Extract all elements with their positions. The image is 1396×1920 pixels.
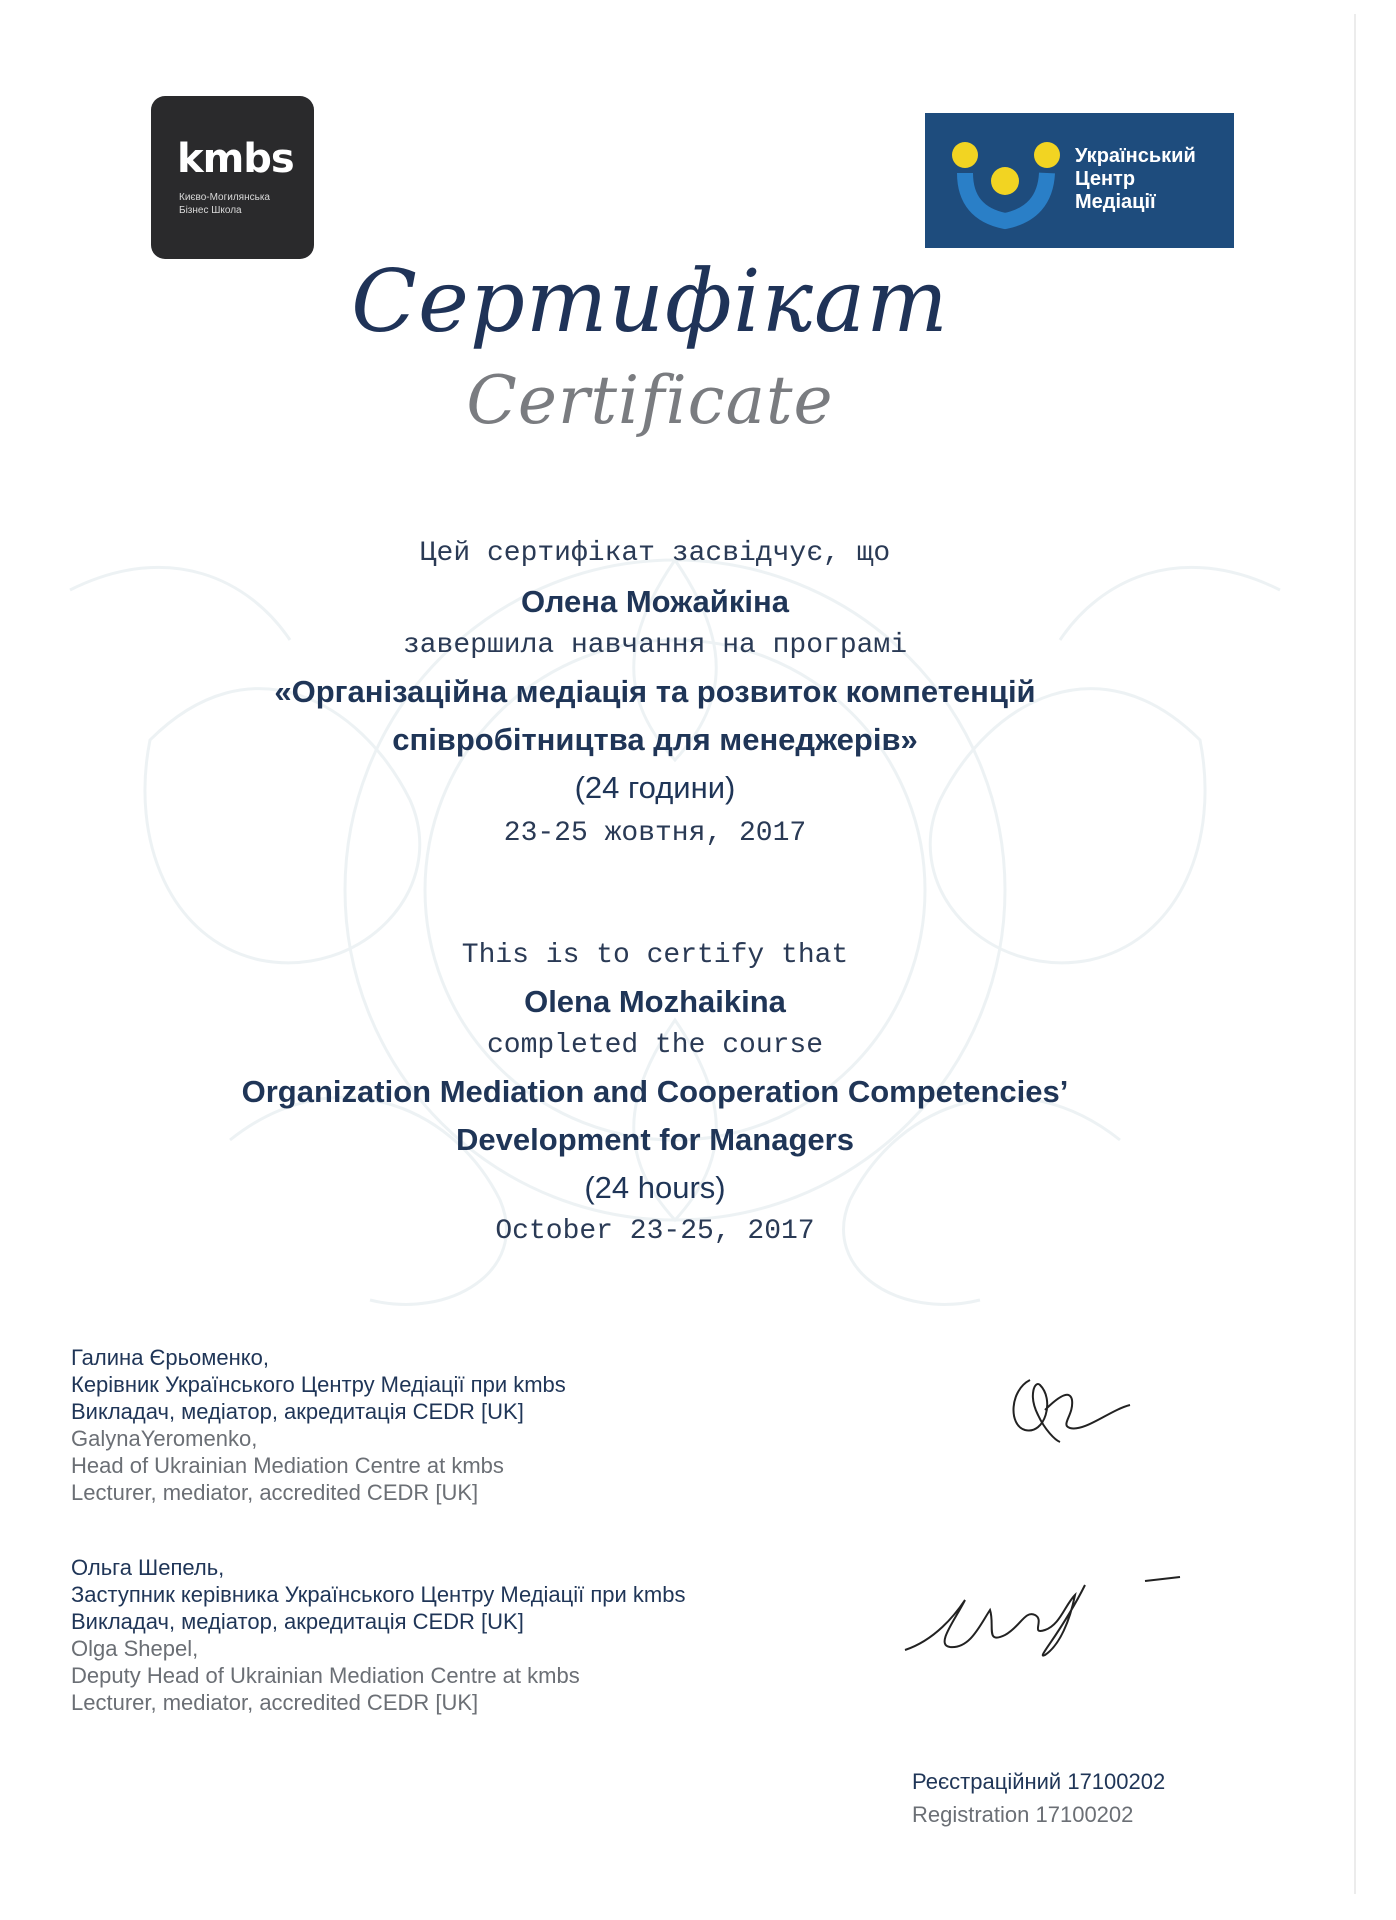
signatory-2-en-role-2: Lecturer, mediator, accredited CEDR [UK] [71,1690,479,1715]
kmbs-logo-word: kmbs [177,136,294,182]
ua-hours: (24 години) [574,770,736,805]
signature-2 [895,1565,1195,1665]
signatory-1-ua-name: Галина Єрьоменко, [71,1345,270,1370]
signature-1 [1000,1370,1140,1450]
en-program-line-2: Development for Managers [456,1122,854,1157]
signatory-2-ua-name: Ольга Шепель, [71,1555,225,1580]
signatory-1-en-role-1: Head of Ukrainian Mediation Centre at kmbs [71,1453,504,1478]
ua-completed-text: завершила навчання на програмі [402,630,908,661]
signatory-1-ua-role-2: Викладач, медіатор, акредитація CEDR [UK] [71,1399,524,1424]
kmbs-logo-subtitle: Києво-Могилянська Бізнес Школа [179,192,270,216]
signatory-2-en-role-1: Deputy Head of Ukrainian Mediation Centre at kmbs [71,1663,580,1688]
signatory-2-ua-role-1: Заступник керівника Українського Центру Медіації при kmbs [71,1582,686,1607]
en-recipient-name: Olena Mozhaikina [524,984,786,1019]
signatory-1-en-name: GalynaYeromenko, [71,1426,258,1451]
registration-ua: Реєстраційний 17100202 [912,1769,1166,1794]
en-date: October 23-25, 2017 [495,1216,815,1247]
signatory-1-ua-role-1: Керівник Українського Центру Медіації при kmbs [71,1372,566,1397]
ucm-logo [925,113,1234,248]
scan-edge-line [1354,14,1356,1894]
en-hours: (24 hours) [584,1170,726,1205]
en-intro: This is to certify that [461,940,849,971]
signatory-1-en-role-2: Lecturer, mediator, accredited CEDR [UK] [71,1480,479,1505]
en-completed-text: completed the course [486,1030,824,1061]
ua-intro: Цей сертифікат засвідчує, що [419,538,891,569]
ua-date: 23-25 жовтня, 2017 [503,818,807,849]
title-english: Certificate [466,362,834,439]
en-program-line-1: Organization Mediation and Cooperation Competencies’ [241,1074,1069,1109]
ua-recipient-name: Олена Можайкіна [521,584,789,619]
signatory-2 [71,1554,686,1716]
signatory-2-en-name: Olga Shepel, [71,1636,199,1661]
signatory-2-ua-role-2: Викладач, медіатор, акредитація CEDR [UK] [71,1609,524,1634]
ucm-logo-text: Український Центр Медіації [1075,145,1196,213]
kmbs-logo [151,96,314,259]
ua-program-line-1: «Організаційна медіація та розвиток компетенцій [274,674,1036,709]
signatory-1 [71,1344,566,1506]
registration-en: Registration 17100202 [912,1802,1134,1827]
ua-program-line-2: співробітництва для менеджерів» [392,722,918,757]
title-ukrainian: Сертифікат [351,252,949,352]
